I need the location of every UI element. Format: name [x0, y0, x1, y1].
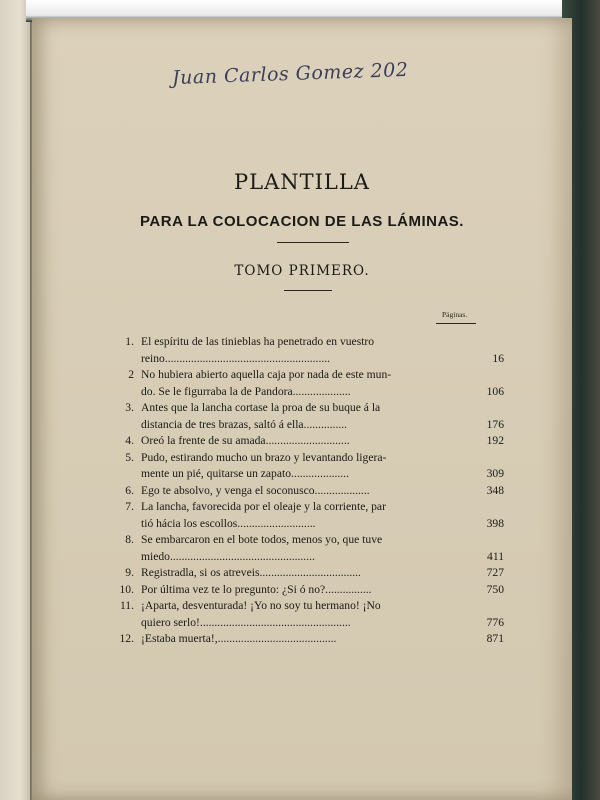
item-page-number: 16 — [492, 351, 504, 365]
divider-rule — [277, 242, 349, 243]
item-number: 2 — [128, 368, 134, 381]
list-item — [112, 367, 504, 400]
list-item — [112, 400, 504, 433]
list-item — [112, 334, 504, 367]
item-page-number: 106 — [486, 384, 504, 398]
item-page-number: 776 — [486, 615, 504, 629]
item-page-number: 398 — [486, 516, 504, 530]
item-number: 4. — [125, 434, 134, 447]
list-item — [112, 532, 504, 565]
item-caption-line: Oreó la frente de su amada............................. — [141, 434, 350, 447]
divider-rule-short — [284, 290, 332, 291]
item-caption-line: Registradla, si os atreveis................................... — [141, 566, 361, 579]
item-caption-line: Pudo, estirando mucho un brazo y levantando ligera- — [141, 450, 387, 464]
item-caption-line: quiero serlo!.................................................... — [141, 615, 351, 629]
list-item — [112, 483, 504, 500]
item-caption-line: miedo.................................................. — [141, 549, 315, 563]
list-item — [112, 499, 504, 532]
plates-list — [112, 334, 504, 648]
item-number: 5. — [125, 450, 134, 464]
item-page-number: 309 — [486, 467, 504, 480]
item-caption-line: La lancha, favorecida por el oleaje y la corriente, par — [141, 500, 386, 513]
item-number: 8. — [125, 533, 134, 546]
item-number: 3. — [125, 401, 134, 414]
item-caption-line: Ego te absolvo, y venga el soconusco................... — [141, 483, 370, 497]
item-page-number: 192 — [486, 434, 504, 447]
book-page — [32, 18, 572, 800]
item-caption-line: mente un pié, quitarse un zapato.................... — [141, 467, 349, 480]
item-caption-line: Por última vez te lo pregunto: ¿Si ó no?................ — [141, 582, 372, 596]
item-caption-line: distancia de tres brazas, saltó á ella............... — [141, 417, 348, 431]
item-number: 12. — [119, 632, 134, 645]
item-caption-line: Antes que la lancha cortase la proa de su buque á la — [141, 401, 381, 414]
list-item — [112, 598, 504, 631]
item-page-number: 871 — [486, 632, 504, 645]
item-number: 1. — [125, 335, 134, 348]
list-item — [112, 582, 504, 599]
list-item — [112, 433, 504, 450]
item-caption-line: tió hácia los escollos........................... — [141, 516, 316, 530]
item-number: 10. — [119, 582, 134, 596]
item-caption-line: No hubiera abierto aquella caja por nada de este mun- — [141, 368, 392, 381]
handwritten-note: Juan Carlos Gomez 202 — [171, 58, 409, 90]
item-number: 9. — [125, 566, 134, 579]
item-caption-line: ¡Estaba muerta!,......................................... — [141, 632, 337, 645]
item-number: 11. — [119, 599, 134, 612]
item-caption-line: reino......................................................... — [141, 351, 331, 365]
pages-header-rule — [436, 323, 476, 324]
item-caption-line: do. Se le figurraba la de Pandora.................... — [141, 384, 351, 398]
list-item — [112, 565, 504, 582]
item-page-number: 727 — [486, 566, 504, 579]
volume-heading: TOMO PRIMERO. — [234, 263, 370, 279]
item-caption-line: Se embarcaron en el bote todos, menos yo, que tuve — [141, 533, 383, 546]
item-page-number: 176 — [486, 417, 504, 431]
page-title: PLANTILLA — [234, 170, 370, 194]
item-caption-line: El espíritu de las tinieblas ha penetrado en vuestro — [141, 335, 375, 348]
page-subtitle: PARA LA COLOCACION DE LAS LÁMINAS. — [140, 213, 464, 230]
item-caption-line: ¡Aparta, desventurada! ¡Yo no soy tu hermano! ¡No — [141, 599, 381, 612]
pages-column-header: Páginas. — [442, 310, 468, 319]
item-number: 7. — [125, 500, 134, 513]
list-item — [112, 450, 504, 483]
item-page-number: 348 — [486, 483, 504, 497]
item-page-number: 750 — [486, 582, 504, 596]
item-number: 6. — [125, 483, 134, 497]
facing-page-edge — [0, 0, 34, 800]
list-item — [112, 631, 504, 648]
item-page-number: 411 — [487, 549, 504, 563]
